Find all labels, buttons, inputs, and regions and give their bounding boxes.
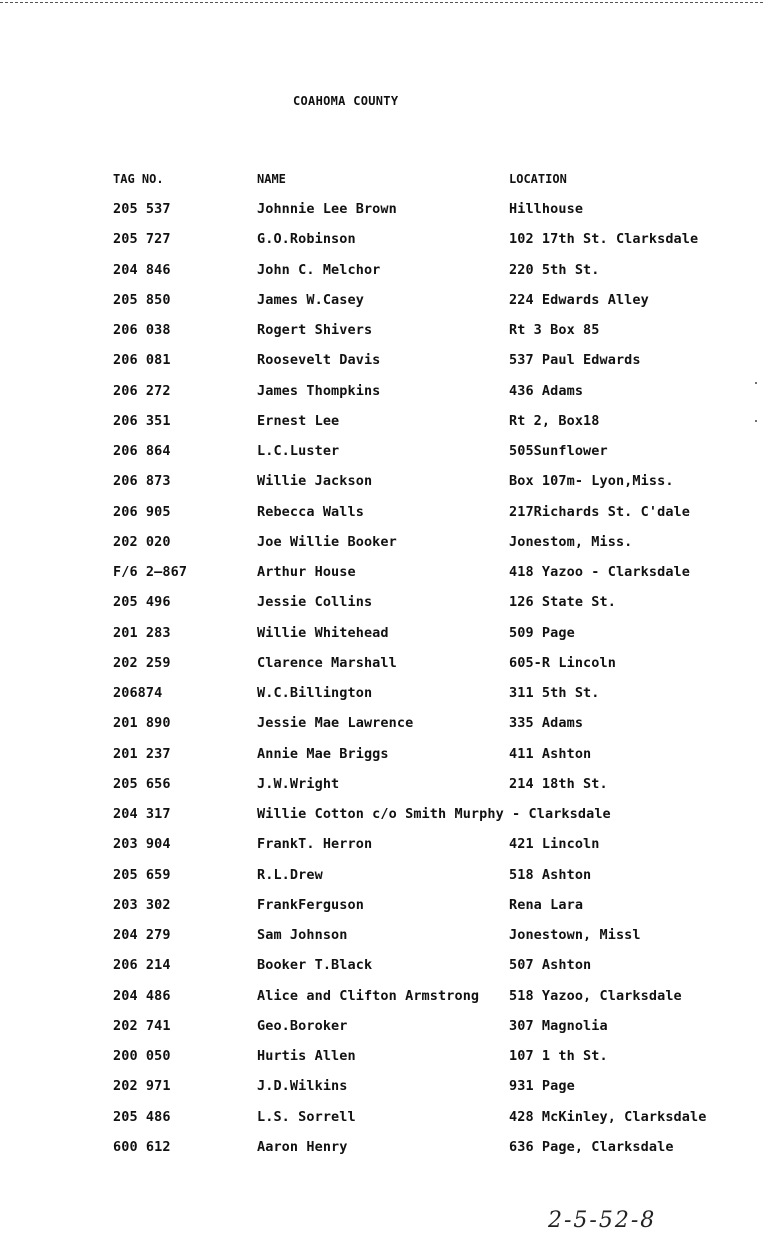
- table-row: [0, 776, 763, 796]
- person-name: John C. Melchor: [257, 261, 381, 278]
- location: Hillhouse: [509, 201, 584, 217]
- tag-number: 206 272: [113, 382, 171, 399]
- tag-number: 205 659: [113, 866, 171, 883]
- tag-number: 205 537: [113, 201, 171, 217]
- table-row: [0, 292, 763, 312]
- person-name: James Thompkins: [257, 382, 381, 399]
- page-title: COAHOMA COUNTY: [293, 94, 399, 108]
- table-row: [0, 231, 763, 251]
- location: 507 Ashton: [509, 957, 592, 974]
- tag-number: 205 850: [113, 291, 171, 308]
- table-row: [0, 413, 763, 433]
- table-row: [0, 383, 763, 403]
- table-row: [0, 927, 763, 947]
- tag-number: 600 612: [113, 1138, 171, 1155]
- person-name: Jessie Collins: [257, 594, 373, 611]
- scan-speck: [755, 420, 757, 422]
- location: 311 5th St.: [509, 685, 600, 701]
- table-row: [0, 806, 763, 826]
- tag-number: 203 302: [113, 896, 171, 913]
- person-name: Joe Willie Booker: [257, 533, 397, 550]
- table-row: [0, 1078, 763, 1098]
- person-name: Arthur House: [257, 564, 356, 580]
- location: Rt 2, Box18: [509, 412, 600, 429]
- person-name: L.C.Luster: [257, 443, 340, 459]
- person-name: Roosevelt Davis: [257, 352, 381, 369]
- person-name: J.W.Wright: [257, 775, 340, 792]
- tag-number: 205 656: [113, 775, 171, 792]
- tag-number: 201 283: [113, 624, 171, 641]
- tag-number: 202 020: [113, 533, 171, 550]
- location: 107 1 th St.: [509, 1048, 608, 1064]
- tag-number: 206 081: [113, 352, 171, 369]
- person-name: Clarence Marshall: [257, 654, 397, 671]
- header-name: NAME: [257, 172, 286, 186]
- header-tag-no: TAG NO.: [113, 172, 164, 186]
- person-name: Annie Mae Briggs: [257, 745, 389, 762]
- tag-number: 206 214: [113, 957, 171, 974]
- table-row: [0, 594, 763, 614]
- table-row: [0, 836, 763, 856]
- tag-number: F/6 2—867: [113, 564, 188, 580]
- location: 518 Yazoo, Clarksdale: [509, 987, 682, 1004]
- person-name: James W.Casey: [257, 291, 364, 308]
- location: 428 McKinley, Clarksdale: [509, 1108, 707, 1125]
- person-name: Sam Johnson: [257, 927, 348, 943]
- person-name: G.O.Robinson: [257, 231, 356, 248]
- location: Jonestown, Missl: [509, 927, 641, 943]
- person-name: Ernest Lee: [257, 412, 340, 429]
- person-name: Rebecca Walls: [257, 503, 364, 520]
- person-name: Johnnie Lee Brown: [257, 201, 397, 217]
- table-row: [0, 715, 763, 735]
- location: 931 Page: [509, 1078, 575, 1095]
- location: 605-R Lincoln: [509, 654, 616, 671]
- person-name: Booker T.Black: [257, 957, 373, 974]
- person-name: FrankFerguson: [257, 896, 364, 913]
- location: 126 State St.: [509, 594, 616, 611]
- tag-number: 201 237: [113, 745, 171, 762]
- location: 636 Page, Clarksdale: [509, 1138, 674, 1155]
- page-top-dotted-edge: [0, 2, 763, 3]
- person-name: Willie Jackson: [257, 473, 373, 490]
- location: 307 Magnolia: [509, 1017, 608, 1034]
- location: Jonestom, Miss.: [509, 533, 633, 550]
- location: 421 Lincoln: [509, 836, 600, 853]
- tag-number: 202 259: [113, 654, 171, 671]
- table-row: [0, 655, 763, 675]
- table-row: [0, 443, 763, 463]
- person-name: Alice and Clifton Armstrong: [257, 987, 480, 1004]
- tag-number: 203 904: [113, 836, 171, 853]
- table-row: [0, 1048, 763, 1068]
- tag-number: 206 038: [113, 322, 171, 338]
- tag-number: 200 050: [113, 1048, 171, 1064]
- location: 518 Ashton: [509, 866, 592, 883]
- tag-number: 204 486: [113, 987, 171, 1004]
- tag-number: 204 846: [113, 261, 171, 278]
- tag-number: 202 741: [113, 1017, 171, 1034]
- table-row: [0, 867, 763, 887]
- person-name: Willie Cotton c/o Smith Murphy - Clarksdale: [257, 806, 611, 822]
- tag-number: 202 971: [113, 1078, 171, 1095]
- tag-number: 206 864: [113, 443, 171, 459]
- table-row: [0, 957, 763, 977]
- location: 505Sunflower: [509, 443, 608, 459]
- person-name: FrankT. Herron: [257, 836, 373, 853]
- location: 224 Edwards Alley: [509, 291, 649, 308]
- person-name: Aaron Henry: [257, 1138, 348, 1155]
- table-row: [0, 201, 763, 221]
- location: 217Richards St. C'dale: [509, 503, 691, 520]
- table-row: [0, 473, 763, 493]
- table-row: [0, 504, 763, 524]
- location: 436 Adams: [509, 382, 584, 399]
- location: 220 5th St.: [509, 261, 600, 278]
- location: 418 Yazoo - Clarksdale: [509, 564, 691, 580]
- location: 335 Adams: [509, 715, 584, 732]
- table-row: [0, 1018, 763, 1038]
- tag-number: 206 873: [113, 473, 171, 490]
- tag-number: 205 727: [113, 231, 171, 248]
- tag-number: 201 890: [113, 715, 171, 732]
- table-row: [0, 746, 763, 766]
- person-name: L.S. Sorrell: [257, 1108, 356, 1125]
- table-row: [0, 1109, 763, 1129]
- location: Rena Lara: [509, 896, 584, 913]
- tag-number: 205 486: [113, 1108, 171, 1125]
- scan-speck: [755, 382, 757, 384]
- table-row: [0, 322, 763, 342]
- table-row: [0, 352, 763, 372]
- tag-number: 206874: [113, 685, 163, 701]
- tag-number: 204 317: [113, 806, 171, 822]
- table-row: [0, 564, 763, 584]
- table-row: [0, 685, 763, 705]
- tag-number: 205 496: [113, 594, 171, 611]
- location: Box 107m- Lyon,Miss.: [509, 473, 674, 490]
- tag-number: 204 279: [113, 927, 171, 943]
- person-name: Hurtis Allen: [257, 1048, 356, 1064]
- table-row: [0, 625, 763, 645]
- person-name: W.C.Billington: [257, 685, 373, 701]
- table-row: [0, 262, 763, 282]
- person-name: Jessie Mae Lawrence: [257, 715, 414, 732]
- location: 411 Ashton: [509, 745, 592, 762]
- tag-number: 206 351: [113, 412, 171, 429]
- location: 214 18th St.: [509, 775, 608, 792]
- person-name: Willie Whitehead: [257, 624, 389, 641]
- table-row: [0, 988, 763, 1008]
- person-name: J.D.Wilkins: [257, 1078, 348, 1095]
- tag-number: 206 905: [113, 503, 171, 520]
- location: Rt 3 Box 85: [509, 322, 600, 338]
- table-row: [0, 897, 763, 917]
- location: 537 Paul Edwards: [509, 352, 641, 369]
- location: 509 Page: [509, 624, 575, 641]
- header-location: LOCATION: [509, 172, 567, 186]
- person-name: Geo.Boroker: [257, 1017, 348, 1034]
- table-row: [0, 534, 763, 554]
- location: 102 17th St. Clarksdale: [509, 231, 699, 248]
- person-name: R.L.Drew: [257, 866, 323, 883]
- handwritten-number: 2-5-52-8: [548, 1208, 657, 1233]
- table-row: [0, 1139, 763, 1159]
- person-name: Rogert Shivers: [257, 322, 373, 338]
